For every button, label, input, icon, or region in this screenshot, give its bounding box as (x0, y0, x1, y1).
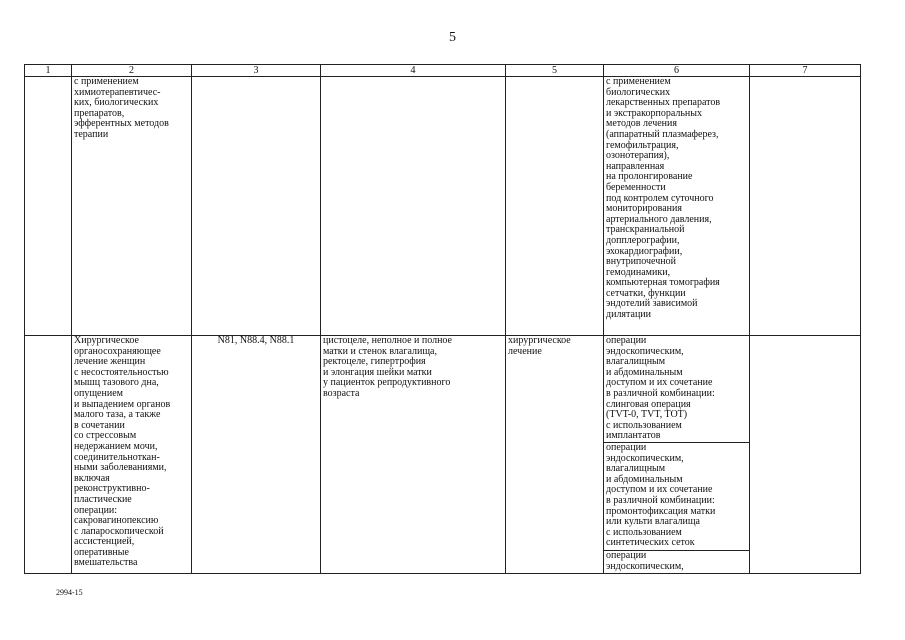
column-number: 1 (25, 65, 72, 77)
cell-patient-model: цистоцеле, неполное и полное матки и стенок влагалища, ректоцеле, гипертрофия и элонгация шейки матки у пациенток репродуктивного возраста (321, 336, 506, 574)
cell-norm (750, 336, 861, 574)
page-number: 5 (449, 30, 456, 45)
column-number-row (25, 65, 861, 77)
cell-treatment-type (506, 77, 604, 336)
column-number: 4 (321, 65, 506, 77)
table-row (25, 336, 861, 443)
cell-treatment-type: хирургическое лечение (506, 336, 604, 574)
cell-treatment-method: операции эндоскопическим, влагалищным и абдоминальным доступом и их сочетание в различной комбинации: слинговая операция (TVT-0, TVT, TOT) с использованием имплантатов (604, 336, 750, 443)
cell-norm (750, 77, 861, 336)
cell-icd-codes (192, 77, 321, 336)
column-number: 5 (506, 65, 604, 77)
cell-index (25, 336, 72, 574)
medical-care-table (24, 64, 861, 574)
column-number: 2 (72, 65, 192, 77)
cell-icd-codes: N81, N88.4, N88.1 (192, 336, 321, 574)
cell-index (25, 77, 72, 336)
cell-treatment-method: операции эндоскопическим, (604, 551, 750, 574)
column-number: 3 (192, 65, 321, 77)
cell-treatment-method: с применением биологических лекарственных препаратов и экстракорпоральных методов лечения (аппаратный плазмаферез, гемофильтрация, озонотерапия), направленная на пролонгирование беременности под контролем суточного мониторирования артериального давления, транскраниальной допплерографии, эхокардиографии, внутрипочечной гемодинамики, компьютерная томография сетчатки, функции эндотелий зависимой дилятации (604, 77, 750, 336)
document-code: 2994-15 (56, 588, 83, 597)
column-number: 6 (604, 65, 750, 77)
column-number: 7 (750, 65, 861, 77)
table-row (25, 77, 861, 336)
cell-patient-model (321, 77, 506, 336)
cell-profile: с применением химиотерапевтичес- ких, биологических препаратов, эфферентных методов терапии (72, 77, 192, 336)
cell-treatment-method: операции эндоскопическим, влагалищным и абдоминальным доступом и их сочетание в различной комбинации: промонтофиксация матки или культи влагалища с использованием синтетических сеток (604, 443, 750, 551)
cell-profile: Хирургическое органосохраняющее лечение женщин с несостоятельностью мышц тазового дна, опущением и выпадением органов малого таза, а также в сочетании со стрессовым недержанием мочи, соединительноткан- ными заболеваниями, включая реконструктивно- пластические операции: сакровагинопексию с лапароскопической ассистенцией, оперативные вмешательства (72, 336, 192, 574)
